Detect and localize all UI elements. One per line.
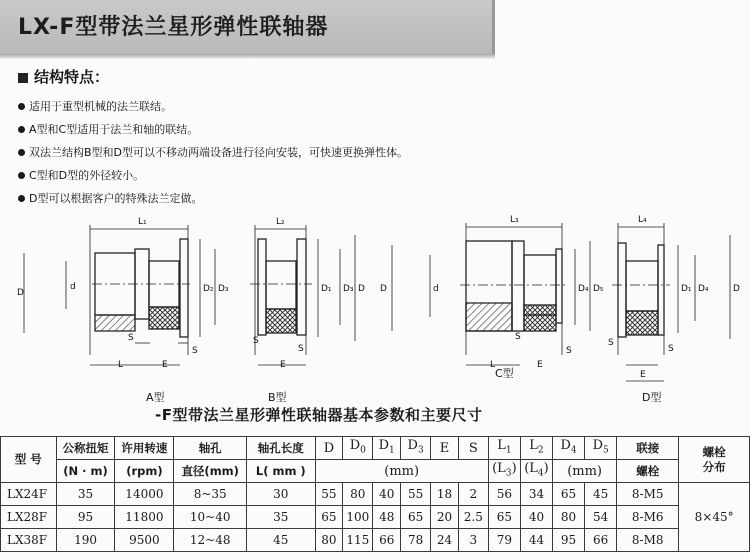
title-banner [0,0,495,54]
title-banner-shadow [0,54,495,59]
features-heading: 结构特点： [18,66,718,87]
label-d: d [70,282,76,292]
header-connect-2: 螺栓 [617,460,679,483]
label-S: S [128,333,134,343]
feature-item: A型和C型适用于法兰和轴的联结。 [18,118,718,141]
caption-type-d: D型 [642,391,662,404]
label-D: D [358,284,365,294]
header-speed-unit: (rpm) [115,460,174,483]
caption-type-b: B型 [268,391,287,404]
header-torque-unit: (N · m) [56,460,115,483]
header-bore-unit: 直径(mm) [174,460,247,483]
header-S: S [458,437,488,460]
header-E: E [431,437,459,460]
spec-table [0,436,750,552]
label-D3: D₃ [218,284,229,294]
header-speed: 许用转速 [115,437,174,460]
header-L1: $L_1$ [488,437,520,460]
bullet-icon [18,195,25,202]
header-D1: $D_1$ [373,437,401,460]
header-L2: $L_2$ [520,437,552,460]
bullet-icon [18,103,25,110]
header-D3: $D_3$ [401,437,431,460]
header-mm-2: (mm) [553,460,617,483]
caption-type-c: C型 [495,367,514,380]
label-L3: L₃ [510,215,519,225]
label-S: S [566,346,572,356]
header-connect: 联接 [617,437,679,460]
label-L4: L₄ [638,215,647,225]
bullet-icon [18,149,25,156]
label-S: S [668,344,674,354]
label-D: D [17,288,24,298]
table-row: LX38F 190 9500 12~48 45 80 115 66 78 24 3 79 44 95 66 8-M8 [1,529,750,552]
header-L4: $(L_4)$ [520,460,552,483]
bullet-icon [18,172,25,179]
label-D1: D₁ [321,284,332,294]
label-E: E [640,370,646,380]
label-S: S [253,336,259,346]
features-section [18,66,718,210]
table-row: LX28F 95 11800 10~40 35 65 100 48 65 20 2.5 65 40 80 54 8-M6 [1,506,750,529]
page-title: LX-F型带法兰星形弹性联轴器 [18,15,329,40]
header-L3: $(L_3)$ [488,460,520,483]
label-d: d [433,284,439,294]
header-D0: $D_0$ [343,437,373,460]
caption-type-a: A型 [146,391,165,404]
header-D4: $D_4$ [553,437,585,460]
table-row: LX24F 35 14000 8~35 30 55 80 40 55 18 2 56 34 65 45 8-M5 8×45° [1,483,750,506]
label-L: L [490,360,496,370]
bullet-icon [18,126,25,133]
header-bore-length-unit: L( mm ) [247,460,315,483]
header-D: D [315,437,343,460]
diagram-type-c [392,223,590,365]
header-bolt-distribution: 螺栓 分布 [679,437,750,483]
label-D4: D₄ [578,284,589,294]
label-S: S [192,346,198,356]
label-S: S [515,332,521,342]
coupling-drawings [0,205,750,405]
diagram-type-d [612,223,730,381]
label-D1: D₁ [681,284,692,294]
label-S: S [608,338,614,348]
header-bore: 轴孔 [174,437,247,460]
label-E: E [537,360,543,370]
header-mm: (mm) [315,460,488,483]
header-model: 型 号 [1,437,57,483]
header-torque: 公称扭矩 [56,437,115,460]
table-header-row [1,437,750,460]
square-bullet-icon [18,73,28,83]
label-D4: D₄ [698,284,709,294]
feature-item: 适用于重型机械的法兰联结。 [18,95,718,118]
header-bore-length: 轴孔长度 [247,437,315,460]
label-D5: D₅ [593,284,604,294]
label-D: D [733,284,740,294]
feature-item: C型和D型的外径较小。 [18,164,718,187]
label-D2: D₂ [203,284,214,294]
label-E: E [162,360,168,370]
label-E: E [280,360,286,370]
bolt-distribution-cell: 8×45° [679,483,750,552]
diagram-type-a [24,225,215,365]
label-L2: L₂ [276,217,285,227]
feature-item: D型可以根据客户的特殊法兰定做。 [18,187,718,210]
header-D5: $D_5$ [585,437,617,460]
label-D: D [380,284,387,294]
label-L1: L₁ [138,217,147,227]
label-D3: D₃ [343,284,354,294]
table-title: -F型带法兰星形弹性联轴器基本参数和主要尺寸 [155,406,483,424]
label-L: L [118,360,124,370]
label-S: S [298,344,304,354]
feature-item: 双法兰结构B型和D型可以不移动两端设备进行径向安装，可快速更换弹性体。 [18,141,718,164]
table-header-units-row [1,460,750,483]
